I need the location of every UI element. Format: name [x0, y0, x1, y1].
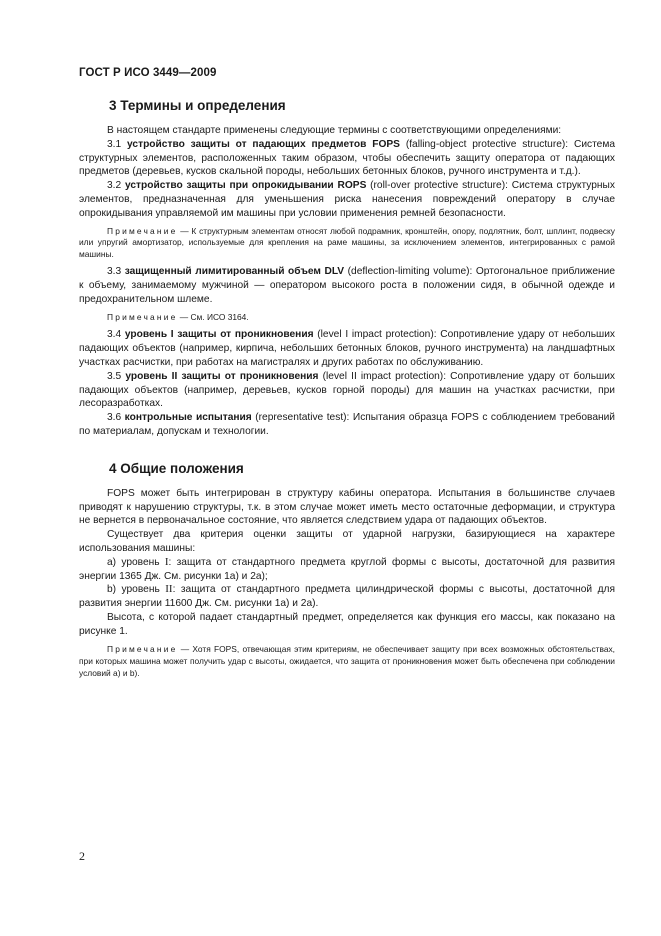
- term-3-3-number: 3.3: [107, 266, 125, 278]
- section-3-intro: В настоящем стандарте применены следующие термины с соответствующими определениями:: [107, 125, 562, 136]
- term-3-4-number: 3.4: [107, 329, 125, 341]
- note-2-text: — См. ИСО 3164.: [177, 311, 249, 322]
- term-3-5-number: 3.5: [107, 370, 126, 382]
- criterion-a-text: : защита от стандартного предмета круглой формы с высоты, достаточной для развития энергии 1365 Дж. См. рисунки 1а) и 2а);: [79, 556, 616, 582]
- term-3-6: [79, 411, 615, 439]
- criterion-a: [79, 556, 615, 584]
- term-3-5-name: уровень II защиты от проникновения: [125, 370, 319, 382]
- term-3-3-name: защищенный лимитированный объем DLV: [124, 266, 345, 278]
- section-3-heading: 3 Термины и определения: [109, 98, 286, 113]
- term-3-1-name: устройство защиты от падающих предметов FOPS: [127, 138, 400, 150]
- criterion-b-prefix: b) уровень: [107, 584, 166, 596]
- note-2: [79, 312, 615, 324]
- note-3: [79, 644, 615, 679]
- criterion-b: [79, 583, 615, 611]
- term-3-2-number: 3.2: [107, 180, 125, 192]
- section-4-heading: 4 Общие положения: [109, 460, 244, 476]
- term-3-1: [79, 138, 615, 179]
- term-3-3-definition: (deflection-limiting volume): Ортогональное приближение к объему, занимаемому мужчиной — оператором высокого роста в положении сидя, в обычной одежде и предохранительном шлеме.: [79, 266, 615, 305]
- term-3-6-definition: (representative test): Испытания образца FOPS с соблюдением требований по материалам, допускам и технологии.: [79, 412, 616, 437]
- note-3-text: — Хотя FOPS, отвечающая этим критериям, не обеспечивает защиту при всех возможных обстоятельствах, при которых машина может получить удар с высоты, ожидается, что защита от проникновения может быть обеспечена при соблюдении условий а) и b).: [79, 644, 615, 678]
- document-body: [79, 98, 615, 679]
- term-3-6-name: контрольные испытания: [124, 412, 252, 424]
- note-1-label: Примечание: [107, 225, 178, 236]
- term-3-6-number: 3.6: [107, 412, 125, 424]
- term-3-4: [79, 328, 615, 369]
- section-4-paragraph-1: FOPS может быть интегрирован в структуру кабины оператора. Испытания в большинстве случаев приводят к нарушению структуры, т.к. в этом случае может иметь место остаточные деформации, и структура не вернется в первоначальное состояние, что является следствием удара от падающих объектов.: [79, 487, 615, 527]
- criterion-b-level: II: [165, 583, 173, 596]
- note-3-label: Примечание: [107, 644, 178, 655]
- term-3-3: [79, 265, 615, 306]
- note-1-text: — К структурным элементам относят любой подрамник, кронштейн, опору, подлятник, болт, шплинт, подвеску или упругий амортизатор, используемые для крепления на раме машины, за исключением элементов, интегрированных с рамой машины.: [79, 225, 615, 259]
- section-4-paragraph-2: Существует два критерия оценки защиты от ударной нагрузки, базирующиеся на характере использования машины:: [79, 529, 615, 554]
- term-3-4-definition: (level I impact protection): Сопротивление удару от небольших падающих объектов (например, кирпича, небольших бетонных блоков, ручного инструмента) на ландшафтных участках расчистки, при работах на магистралях и других работах по обслуживанию.: [79, 329, 616, 368]
- term-3-1-definition: (falling-object protective structure): Система структурных элементов, расположенных таким образом, чтобы обеспечить защиту оператора от падающих предметов (деревьев, кусков скальной породы, небольших бетонных блоков, ручного инструмента и т.д.).: [79, 138, 615, 178]
- document-header: ГОСТ Р ИСО 3449—2009: [79, 67, 217, 79]
- note-1: [79, 226, 615, 261]
- criterion-a-level: I: [164, 555, 169, 568]
- term-3-2: [79, 179, 615, 220]
- criterion-a-prefix: a) уровень: [107, 556, 165, 568]
- term-3-5: [79, 370, 615, 411]
- criterion-b-text: : защита от стандартного предмета цилиндрической формы с высоты, достаточной для развития энергии 11600 Дж. См. рисунки 1а) и 2а).: [79, 584, 615, 610]
- page-number: 2: [79, 849, 85, 863]
- term-3-2-name: устройство защиты при опрокидывании ROPS: [124, 180, 367, 192]
- term-3-5-definition: (level II impact protection): Сопротивление удару от больших падающих объектов (например, деревьев, кусков горной породы) для машин на участках расчистки, при лесоразработках.: [79, 370, 615, 410]
- term-3-1-number: 3.1: [107, 138, 128, 150]
- term-3-4-name: уровень I защиты от проникновения: [124, 329, 314, 341]
- section-4-paragraph-3: Высота, с которой падает стандартный предмет, определяется как функция его массы, как показано на рисунке 1.: [79, 611, 615, 637]
- term-3-2-definition: (roll-over protective structure): Система структурных элементов, предназначенная для уменьшения риска нанесения повреждений оператору в случае опрокидывания управляемой им машины при условии применения ремней безопасности.: [79, 180, 615, 219]
- note-2-label: Примечание: [107, 311, 178, 322]
